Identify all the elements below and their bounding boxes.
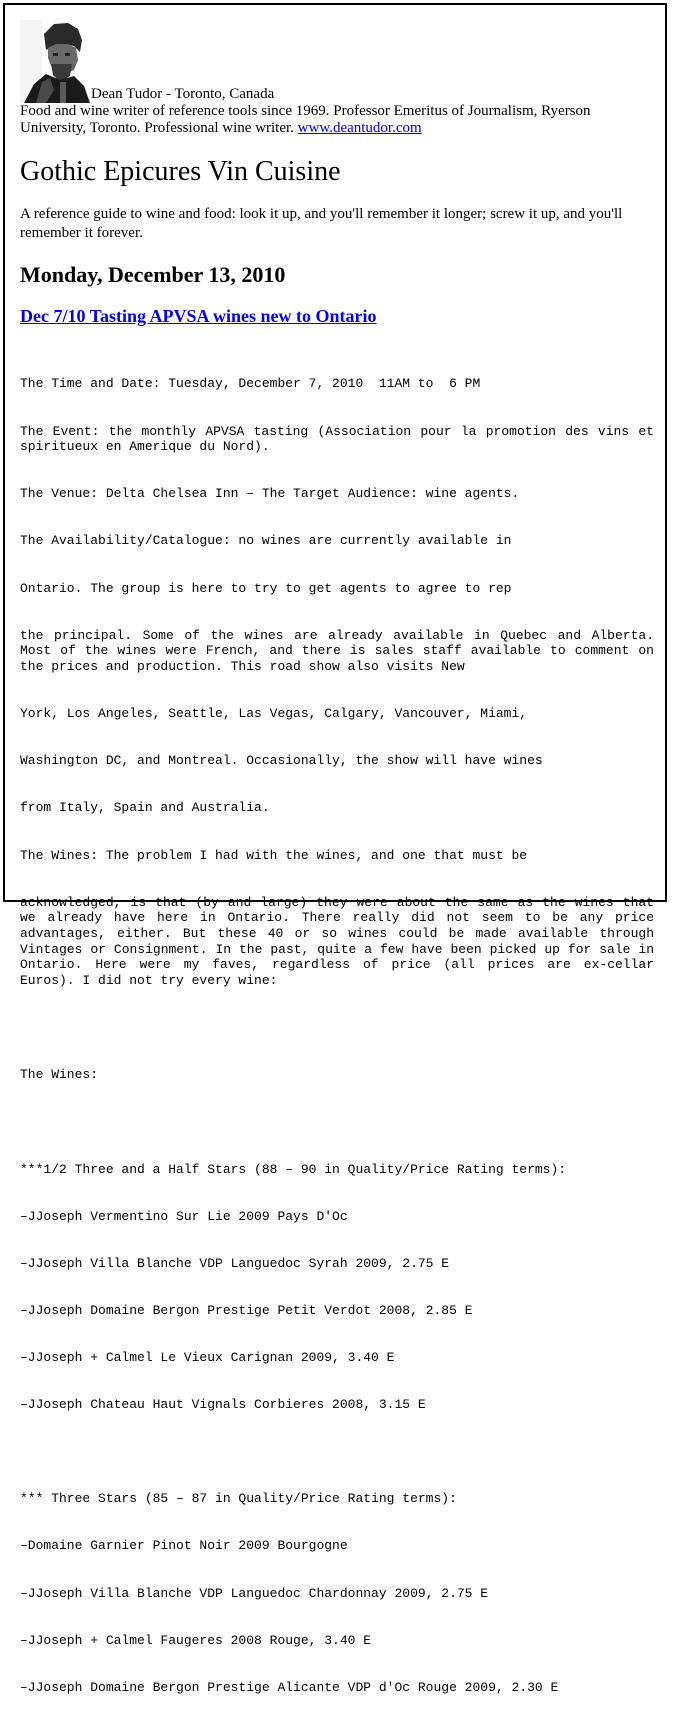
post-line: York, Los Angeles, Seattle, Las Vegas, Calgary, Vancouver, Miami, bbox=[20, 706, 528, 722]
blog-title: Gothic Epicures Vin Cuisine bbox=[20, 156, 341, 187]
rating-group-heading: *** Three Stars (85 – 87 in Quality/Price Rating terms): bbox=[20, 1491, 457, 1507]
wine-list-item: –JJoseph Domaine Bergon Prestige Alicante VDP d'Oc Rouge 2009, 2.30 E bbox=[20, 1679, 559, 1695]
profile-bio-text: Food and wine writer of reference tools since 1969. Professor Emeritus of Journalism, Ryerson University, Toronto. Professional wine writer. bbox=[20, 103, 591, 136]
wine-list-item: –JJoseph + Calmel Faugeres 2008 Rouge, 3.40 E bbox=[20, 1632, 372, 1648]
wines-heading: The Wines: bbox=[20, 1067, 99, 1083]
post-title-link[interactable]: Dec 7/10 Tasting APVSA wines new to Ontario bbox=[20, 306, 377, 326]
post-line: The Wines: The problem I had with the wines, and one that must be bbox=[20, 847, 528, 863]
post-line: The Availability/Catalogue: no wines are currently available in bbox=[20, 533, 512, 549]
wine-list-item: –JJoseph + Calmel Le Vieux Carignan 2009, 3.40 E bbox=[20, 1349, 395, 1365]
wine-list-item: –JJoseph Chateau Haut Vignals Corbieres 2008, 3.15 E bbox=[20, 1397, 426, 1413]
blog-description: A reference guide to wine and food: look it up, and you'll remember it longer; screw it up, and you'll remember it forever. bbox=[20, 206, 623, 241]
post-line: The Time and Date: Tuesday, December 7, 2010 11AM to 6 PM bbox=[20, 376, 481, 392]
wine-list-item: –JJoseph Domaine Bergon Prestige Petit Verdot 2008, 2.85 E bbox=[20, 1302, 473, 1318]
wine-list-item: –Domaine Garnier Pinot Noir 2009 Bourgogne bbox=[20, 1538, 348, 1554]
post-date: Monday, December 13, 2010 bbox=[20, 262, 286, 287]
post-line: Washington DC, and Montreal. Occasionally, the show will have wines bbox=[20, 753, 543, 769]
spacer bbox=[20, 1444, 654, 1460]
post-line: from Italy, Spain and Australia. bbox=[20, 800, 270, 816]
spacer bbox=[20, 1020, 654, 1036]
post-title bbox=[20, 305, 654, 327]
post-body bbox=[20, 345, 662, 1727]
spacer bbox=[20, 1114, 654, 1130]
wine-list-item: –JJoseph Vermentino Sur Lie 2009 Pays D'Oc bbox=[20, 1208, 348, 1224]
post-line: acknowledged, is that (by and large) they were about the same as the wines that we already have here in Ontario. There really did not seem to be any price advantages, either. But these 40 or so wines could be made available through Vintages or Consignment. In the past, quite a few have been picked up for sale in Ontario. Here were my faves, regardless of price (all prices are ex-cellar Euros). I did not try every wine: bbox=[20, 894, 662, 989]
post-line: The Event: the monthly APVSA tasting (Association pour la promotion des vins et spiritueux en Amerique du Nord). bbox=[20, 423, 662, 455]
post-line: the principal. Some of the wines are already available in Quebec and Alberta. Most of the wines were French, and there is sales staff available to comment on the prices and production. This road show also visits New bbox=[20, 627, 662, 675]
page-frame bbox=[3, 3, 667, 1695]
post-line: Ontario. The group is here to try to get agents to agree to rep bbox=[20, 580, 512, 596]
website-link[interactable]: www.deantudor.com bbox=[297, 120, 422, 136]
wine-list-item: –JJoseph Villa Blanche VDP Languedoc Syrah 2009, 2.75 E bbox=[20, 1255, 450, 1271]
profile-block bbox=[20, 20, 654, 137]
profile-name: Dean Tudor - Toronto, Canada bbox=[91, 86, 275, 102]
profile-bio bbox=[20, 103, 654, 137]
blog-content bbox=[20, 20, 662, 1727]
rating-group-heading: ***1/2 Three and a Half Stars (88 – 90 in Quality/Price Rating terms): bbox=[20, 1161, 567, 1177]
post-line: The Venue: Delta Chelsea Inn – The Target Audience: wine agents. bbox=[20, 486, 520, 502]
profile-photo bbox=[20, 20, 90, 103]
wine-list-item: –JJoseph Villa Blanche VDP Languedoc Chardonnay 2009, 2.75 E bbox=[20, 1585, 489, 1601]
